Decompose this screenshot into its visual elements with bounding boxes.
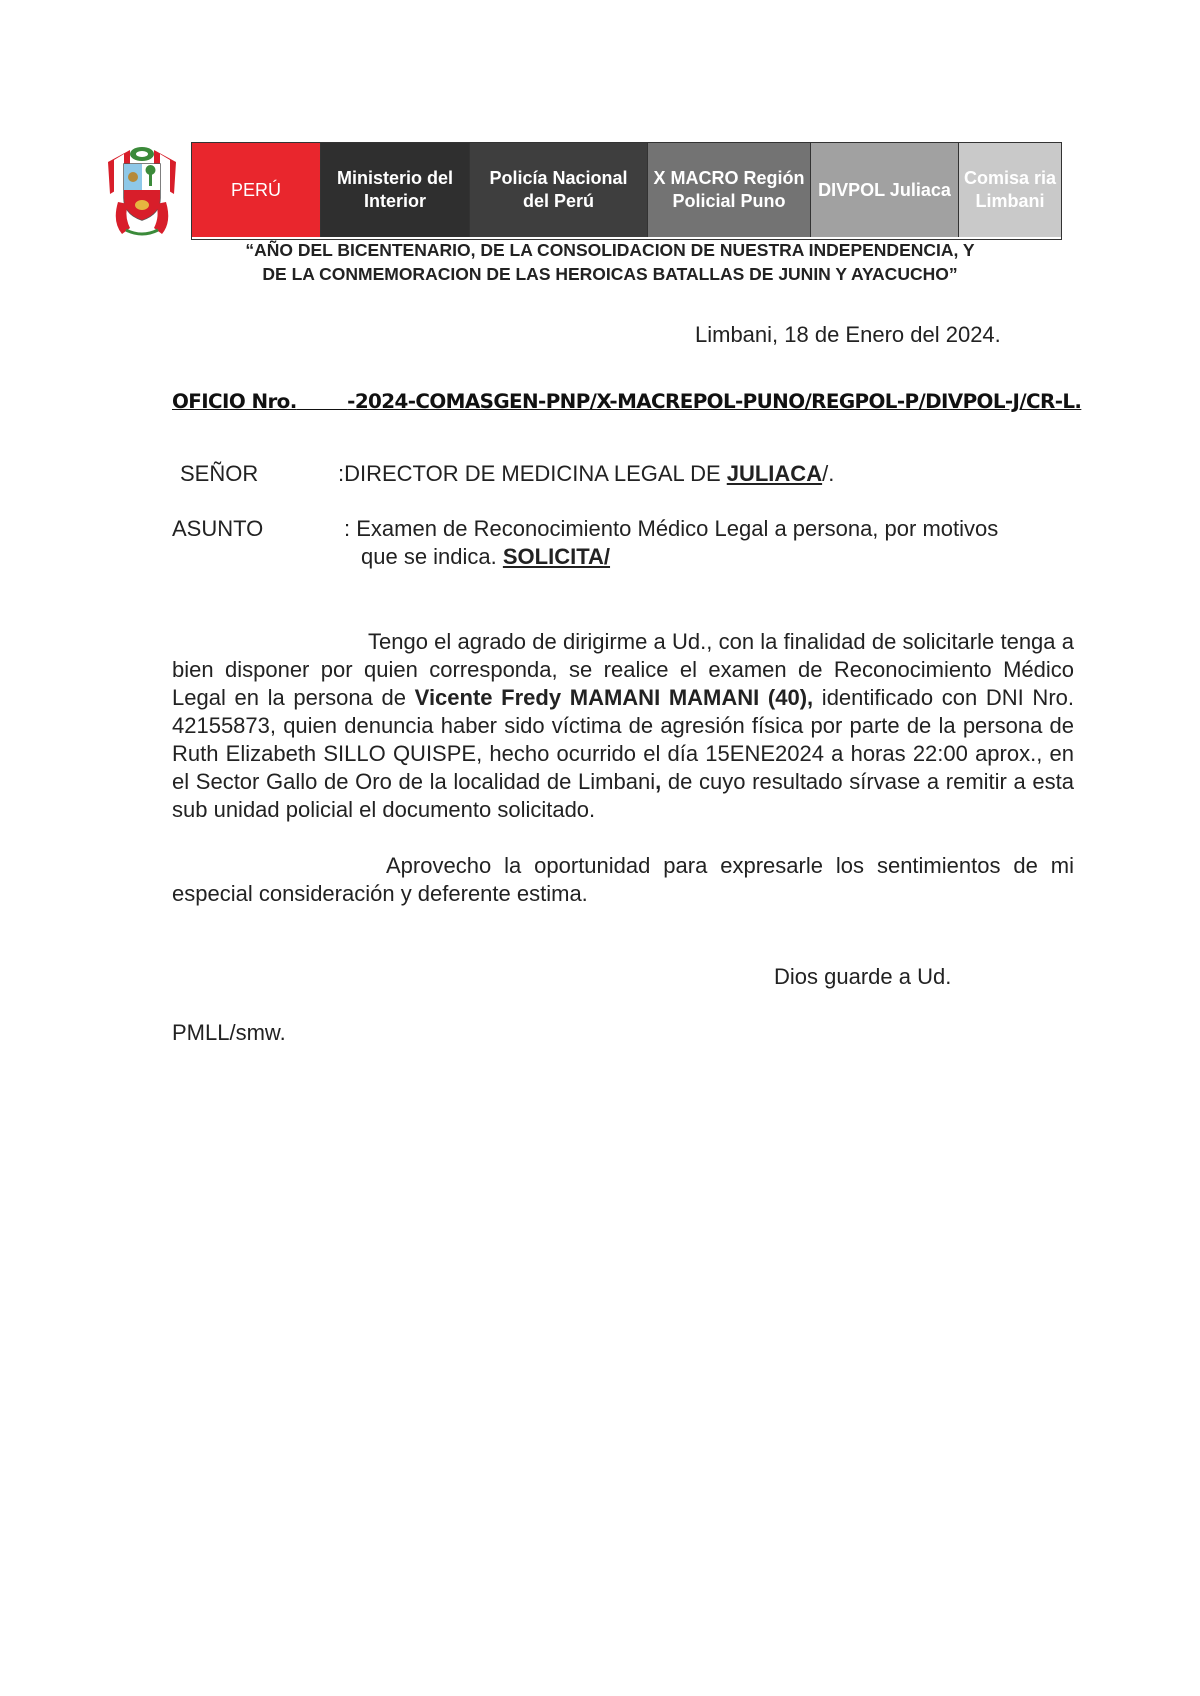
author-initials: PMLL/smw. — [172, 1020, 286, 1045]
addressee-end: /. — [822, 461, 835, 486]
header-cell-policia: Policía Nacional del Perú — [470, 143, 648, 237]
body-p1-comma: , — [655, 769, 662, 794]
subject-action: SOLICITA/ — [502, 544, 611, 569]
body-paragraph-1 — [172, 628, 1074, 824]
body-p1-a: Tengo el agrado de dirigirme a Ud., con la finalidad de solicitarle tenga a bien disponer por quien corresponda, se realice el examen de Reconocimiento Médico Legal en la persona de — [172, 629, 1074, 710]
header-cell-peru: PERÚ — [192, 143, 321, 237]
document-date: Limbani, 18 de Enero del 2024. — [695, 322, 1001, 347]
letter-body — [172, 628, 1074, 908]
motto-line-2: DE LA CONMEMORACION DE LAS HEROICAS BATALLAS DE JUNIN Y AYACUCHO” — [262, 264, 958, 284]
oficio-label: OFICIO Nro. — [172, 390, 297, 413]
addressee-label: SEÑOR — [180, 461, 259, 486]
header-cell-ministerio: Ministerio del Interior — [321, 143, 470, 237]
oficio-code: -2024-COMASGEN-PNP/X-MACREPOL-PUNO/REGPOL-P/DIVPOL-J/CR-L. — [347, 390, 1082, 413]
closing-phrase: Dios guarde a Ud. — [774, 964, 952, 989]
header-cell-comisaria: Comisa ria Limbani — [959, 143, 1061, 237]
body-p1-c: de cuyo resultado sírvase a remitir a esta sub unidad policial el documento solicitado. — [172, 769, 1074, 822]
header-cell-divpol: DIVPOL Juliaca — [811, 143, 959, 237]
motto-line-1: “AÑO DEL BICENTENARIO, DE LA CONSOLIDACION DE NUESTRA INDEPENDENCIA, Y — [245, 240, 975, 260]
subject-line-1: : Examen de Reconocimiento Médico Legal a persona, por motivos — [344, 516, 999, 541]
year-motto — [160, 238, 1060, 286]
addressee-text: :DIRECTOR DE MEDICINA LEGAL DE — [338, 461, 727, 486]
addressee-value — [338, 460, 834, 488]
institution-header-band — [191, 142, 1062, 240]
subject-line-2 — [361, 543, 610, 571]
body-p1-b: identificado con DNI Nro. 42155873, quien denuncia haber sido víctima de agresión física por parte de la persona de Ruth Elizabeth SILLO QUISPE, hecho ocurrido el día 15ENE2024 a horas 22:00 aprox., en el Sector Gallo de Oro de la localidad de Limbani — [172, 685, 1074, 794]
subject-text: que se indica. — [361, 544, 503, 569]
peru-coat-of-arms-icon — [100, 142, 184, 238]
addressee-place: JULIACA — [726, 461, 823, 486]
body-p1-name: Vicente Fredy MAMANI MAMANI (40), — [414, 685, 814, 710]
body-paragraph-2: Aprovecho la oportunidad para expresarle los sentimientos de mi especial consideración y deferente estima. — [172, 853, 1074, 906]
header-cell-macro-region: X MACRO Región Policial Puno — [648, 143, 811, 237]
subject-label: ASUNTO — [172, 516, 264, 541]
oficio-number — [172, 390, 1081, 413]
